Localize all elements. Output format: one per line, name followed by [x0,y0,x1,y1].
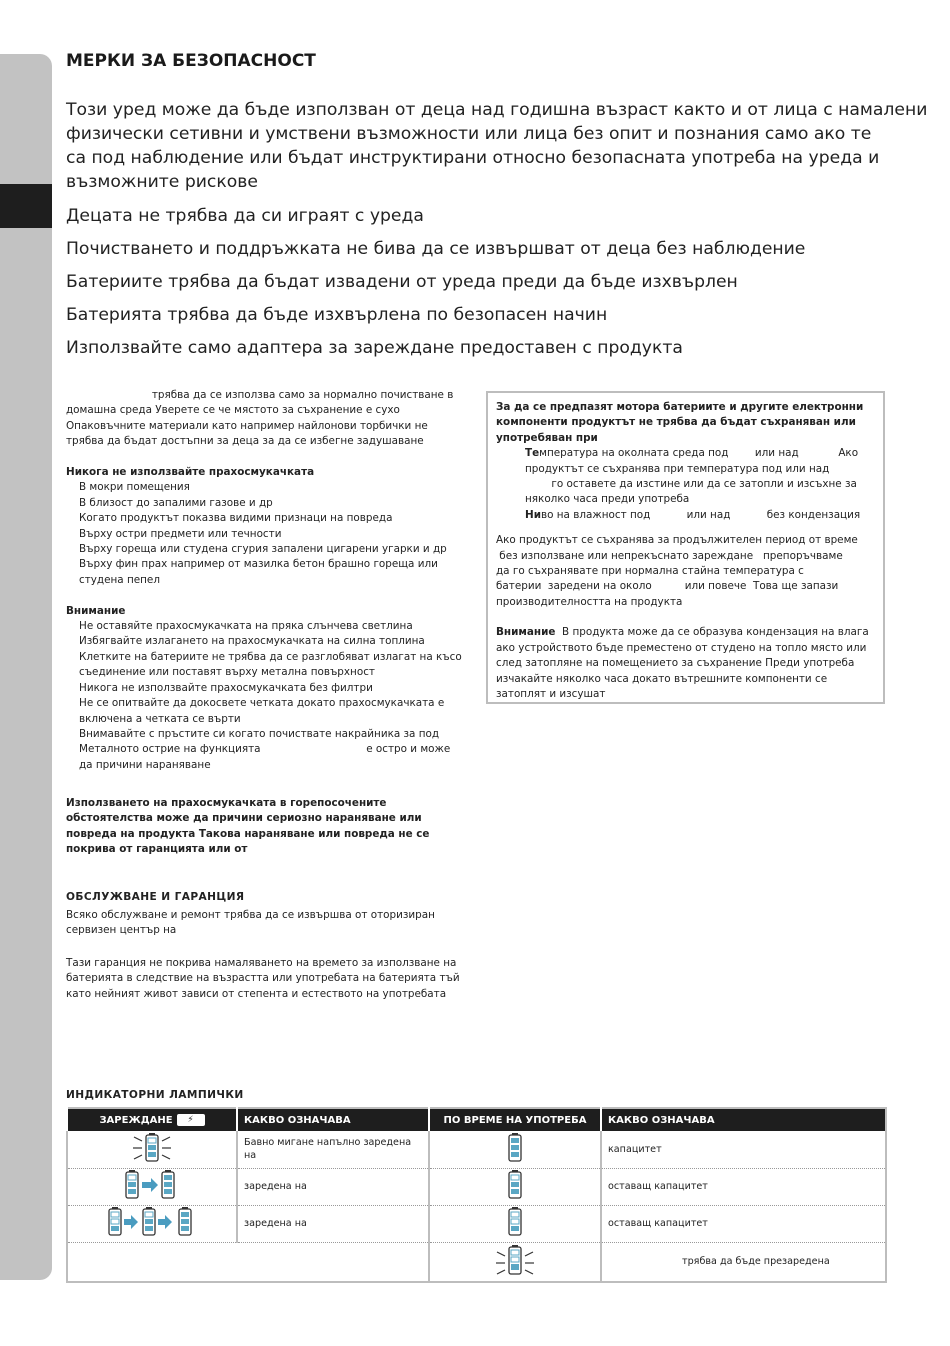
charging-icon: ⚡ [177,1114,205,1126]
battery-blinking-icon [67,1131,237,1168]
storage-para-line: батерии заредени на около или повече Това ще запази [496,580,839,593]
warning-item: съединение или поставят върху метална повърхност [79,666,375,679]
box-heading: употребяван при [496,431,598,444]
safety-line: възможните рискове [66,172,258,192]
warning-item: Никога не използвайте прахосмукачката без филтри [79,681,373,694]
warning-heading: Внимание [66,604,126,617]
service-text [66,908,466,939]
safety-line: Почистването и поддръжката не бива да се извършват от деца без наблюдение [66,239,806,259]
temp-line: продуктът се съхранява при температура под или над [525,462,830,475]
service-line: сервизен център на [66,924,177,937]
never-item: Когато продуктът показва видими признаци на повреда [79,512,393,525]
indicator-table [66,1107,887,1283]
battery-two-bars-icon [429,1168,601,1205]
never-item: Върху гореща или студена сгурия запалени цигарени угарки и др [79,543,447,556]
warning-item: да причини нараняване [79,758,211,771]
storage-info-box [486,391,885,704]
empty-cell [67,1242,429,1282]
warning-item: Клетките на батериите не трябва да се разглобяват излагат на късо [79,650,462,663]
intro-line: домашна среда Уверете се че мястото за съхранение е сухо [66,404,400,417]
page-title: МЕРКИ ЗА БЕЗОПАСНОСТ [66,51,316,71]
warning-item: Не се опитвайте да докосвете четката докато прахосмукачката е [79,697,445,710]
col-meaning-use: КАКВО ОЗНАЧАВА [601,1108,886,1131]
left-column [66,388,466,773]
col-during-use: ПО ВРЕМЕ НА УПОТРЕБА [429,1108,601,1131]
service-heading: ОБСЛУЖВАНЕ И ГАРАНЦИЯ [66,891,245,903]
never-item: Върху остри предмети или течности [79,527,282,540]
warning-item: Не оставяйте прахосмукачката на пряка слънчева светлина [79,620,413,633]
side-section-marker [0,184,52,228]
charging-meaning: заредена на [237,1168,429,1205]
safety-line: са под наблюдение или бъдат инструктирани относно безопасната употреба на уреда и [66,148,880,168]
intro-line: трябва да се използва само за нормално почистване в [66,389,454,401]
battery-two-step-icon [67,1168,237,1205]
battery-one-bar-icon [429,1205,601,1242]
box-heading: компоненти продуктът не трябва да бъдат съхраняван или [496,416,856,429]
box-warning-label: Внимание [496,626,556,639]
storage-para-line: производителността на продукта [496,595,683,608]
use-meaning: трябва да бъде презаредена [601,1242,886,1282]
safety-line: Децата не трябва да си играят с уреда [66,206,424,226]
warranty-line: Тази гаранция не покрива намаляването на времето за използване на [66,957,457,969]
use-meaning: оставащ капацитет [601,1168,886,1205]
box-warning-line: изчакайте няколко часа докато вътрешните компоненти се [496,672,828,685]
temp-line: го оставете да изстине или да се затопли и изсъхне за [525,478,857,491]
charging-meaning: заредена на [237,1205,429,1242]
bold-warning [66,796,466,858]
warranty-line: батерията в следствие на възрастта или употребата на батерията тъй [66,972,460,985]
indicators-heading: ИНДИКАТОРНИ ЛАМПИЧКИ [66,1089,244,1101]
bold-warning-line: обстоятелства може да причини сериозно нараняване или [66,812,422,825]
temp-line: мпература на околната среда под или над Ако [539,447,859,460]
never-item: Върху фин прах например от мазилка бетон брашно гореща или [79,558,438,571]
storage-para-line: да го съхранявате при нормална стайна температура с [496,565,804,578]
temp-line: няколко часа преди употреба [525,493,690,506]
box-warning-line: ако устройството бъде преместено от студено на топло място или [496,641,867,654]
bold-warning-line: Използването на прахосмукачката в горепосочените [66,797,387,809]
storage-para-line: Ако продуктът се съхранява за продължителен период от време [496,534,858,547]
intro-line: Опаковъчните материали като например найлонови торбички не [66,419,428,432]
box-heading: За да се предпазят мотора батериите и другите електронни [496,401,864,413]
never-item: В близост до запалими газове и др [79,496,273,509]
warranty-text [66,956,466,1002]
service-line: Всяко обслужване и ремонт трябва да се извършва от оторизиран [66,909,435,921]
col-meaning: КАКВО ОЗНАЧАВА [237,1108,429,1131]
box-warning-line: след затопляне на помещението за съхранение Преди употреба [496,657,855,670]
battery-low-blinking-icon [429,1242,601,1282]
side-tab [0,54,52,1280]
warning-item: Металното острие на функцията е остро и може [79,743,451,756]
safety-line: Този уред може да бъде използван от деца над годишна възраст както и от лица с намалени [66,100,928,120]
humidity-label: Ни [525,508,541,521]
temp-label: Те [525,447,540,460]
never-item: студена пепел [79,573,160,586]
use-meaning: оставащ капацитет [601,1205,886,1242]
storage-para-line: без използване или непрекъснато зареждане препоръчваме [496,549,843,562]
warning-item: Избягвайте излагането на прахосмукачката на силна топлина [79,635,425,648]
safety-line: Използвайте само адаптера за зареждане предоставен с продукта [66,338,683,358]
humidity-line: во на влажност под или над без кондензация [540,508,861,521]
box-warning-line: затоплят и изсушат [496,687,606,700]
safety-line: физически сетивни и умствени възможности или лица без опит и познания само ако те [66,124,872,144]
bold-warning-line: покрива от гаранцията или от [66,843,248,856]
intro-line: трябва да бъдат достъпни за деца за да се избегне задушаване [66,435,424,448]
never-heading: Никога не използвайте прахосмукачката [66,466,315,479]
use-meaning: капацитет [601,1131,886,1168]
bold-warning-line: повреда на продукта Такова нараняване или повреда не се [66,827,430,840]
charging-meaning: Бавно мигане напълно заредена на [237,1131,429,1168]
warranty-line: като нейният живот зависи от степента и естеството на употребата [66,987,447,1000]
safety-line: Батерията трябва да бъде изхвърлена по безопасен начин [66,305,608,325]
warning-item: включена а четката се върти [79,712,241,725]
battery-three-step-icon [67,1205,237,1242]
safety-line: Батериите трябва да бъдат извадени от уреда преди да бъде изхвърлен [66,272,738,292]
warning-item: Внимавайте с пръстите си когато почиствате накрайника за под [79,727,440,740]
never-item: В мокри помещения [79,481,190,494]
box-warning-line: В продукта може да се образува кондензация на влага [555,626,869,639]
col-charging: ЗАРЕЖДАНЕ ⚡ [67,1108,237,1131]
battery-full-icon [429,1131,601,1168]
